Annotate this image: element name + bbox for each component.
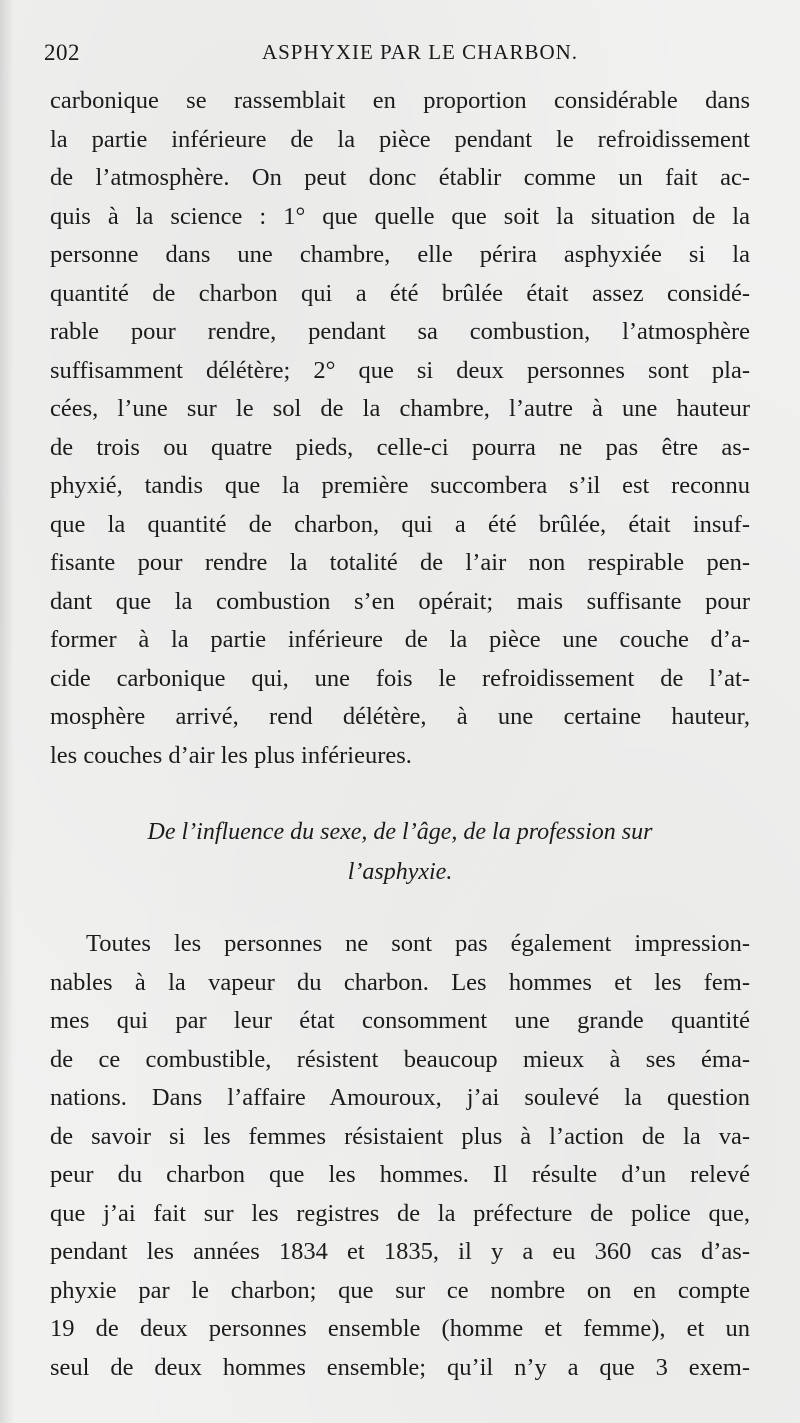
page-number: 202 [44, 40, 80, 65]
text-line: personne dans une chambre, elle périra asphyxiée si la [50, 241, 750, 268]
text-line: de savoir si les femmes résistaient plus à l’action de la va- [50, 1122, 750, 1150]
text-line: seul de deux hommes ensemble; qu’il n’y a que 3 exem- [50, 1353, 750, 1381]
section-heading [50, 812, 750, 892]
paragraph-2 [50, 925, 750, 1387]
text-line: former à la partie inférieure de la pièce une couche d’a- [50, 626, 750, 653]
text-line: phyxié, tandis que la première succombera s’il est reconnu [50, 472, 750, 499]
running-title: ASPHYXIE PAR LE CHARBON. [261, 40, 579, 64]
text-line: quantité de charbon qui a été brûlée était assez considé- [50, 279, 750, 307]
section-heading-line: l’asphyxie. [347, 859, 453, 885]
text-line: phyxie par le charbon; que sur ce nombre on en compte [50, 1276, 750, 1304]
text-line: dant que la combustion s’en opérait; mais suffisante pour [50, 587, 750, 615]
text-line: nations. Dans l’affaire Amouroux, j’ai soulevé la question [50, 1084, 750, 1111]
text-line: cide carbonique qui, une fois le refroidissement de l’at- [50, 664, 750, 692]
text-line: cées, l’une sur le sol de la chambre, l’autre à une hauteur [50, 395, 750, 422]
paragraph-1 [50, 82, 750, 775]
text-line: nables à la vapeur du charbon. Les hommes et les fem- [50, 968, 750, 996]
text-line: mes qui par leur état consomment une grande quantité [50, 1007, 750, 1034]
text-line: que j’ai fait sur les registres de la préfecture de police que, [50, 1199, 750, 1227]
text-line: de l’atmosphère. On peut donc établir comme un fait ac- [50, 164, 750, 191]
section-heading-line: De l’influence du sexe, de l’âge, de la profession sur [147, 819, 653, 845]
text-line: suffisamment délétère; 2° que si deux personnes sont pla- [50, 356, 750, 384]
text-line: mosphère arrivé, rend délétère, à une certaine hauteur, [50, 703, 750, 730]
text-line: 19 de deux personnes ensemble (homme et femme), et un [50, 1315, 750, 1342]
text-line: peur du charbon que les hommes. Il résulte d’un relevé [50, 1161, 750, 1188]
text-line: les couches d’air les plus inférieures. [50, 741, 412, 769]
text-line: pendant les années 1834 et 1835, il y a eu 360 cas d’as- [50, 1238, 750, 1265]
page-gutter-shadow [0, 0, 14, 1423]
text-line: que la quantité de charbon, qui a été brûlée, était insuf- [50, 510, 750, 538]
text-line: de ce combustible, résistent beaucoup mieux à ses éma- [50, 1045, 750, 1073]
text-line: la partie inférieure de la pièce pendant le refroidissement [50, 125, 750, 153]
text-line: rable pour rendre, pendant sa combustion, l’atmosphère [50, 318, 750, 345]
text-line: de trois ou quatre pieds, celle-ci pourra ne pas être as- [50, 433, 750, 461]
page-header [44, 40, 756, 74]
text-line: Toutes les personnes ne sont pas également impression- [86, 930, 750, 957]
text-line: carbonique se rassemblait en proportion considérable dans [50, 87, 750, 114]
text-line: fisante pour rendre la totalité de l’air non respirable pen- [50, 549, 750, 576]
text-line: quis à la science : 1° que quelle que soit la situation de la [50, 202, 750, 230]
